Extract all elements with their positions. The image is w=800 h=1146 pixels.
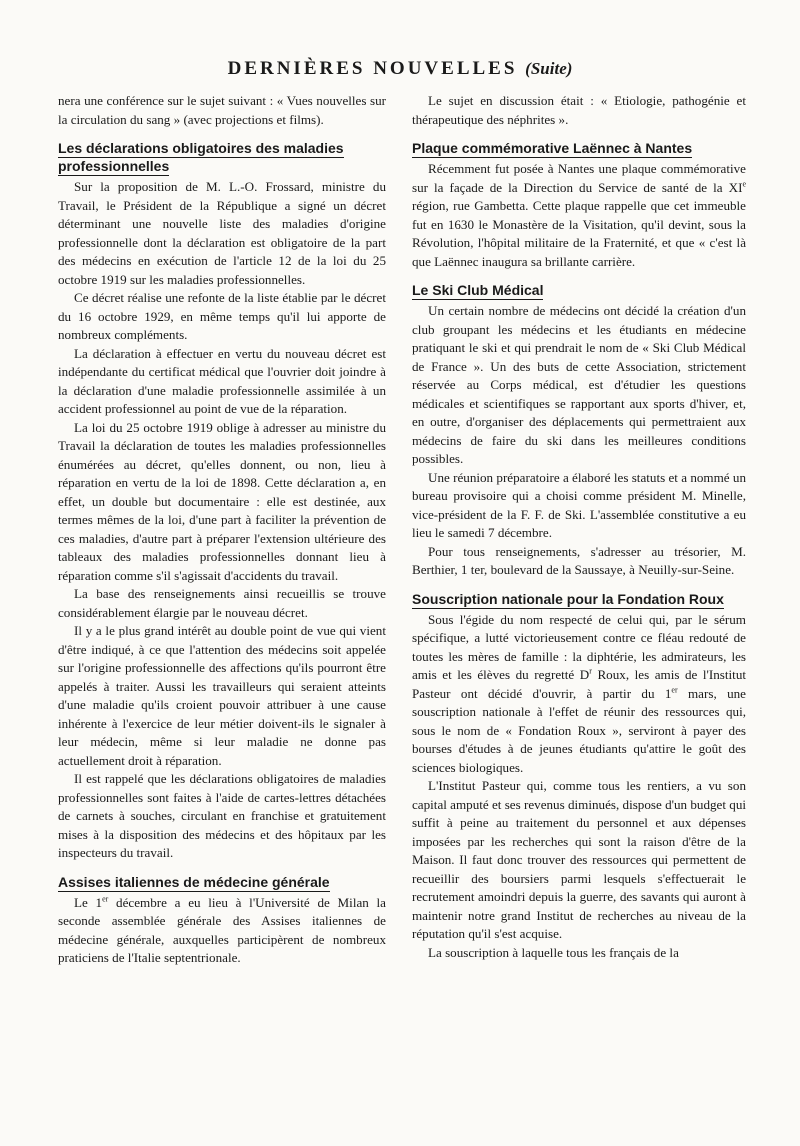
page-title: DERNIÈRES NOUVELLES	[227, 58, 518, 79]
paragraph: Il y a le plus grand intérêt au double point de vue qui vient d'être indiqué, à ce que l'attention des médecins soit appelée sur l'origine professionnelle des affections qu'ils pourront être appelés à traiter. Aussi les travailleurs qui seraient atteints d'une maladie qu'ils croient pouvoir attribuer à une cause inhérente à l'exercice de leur métier doivent-ils le signaler à leur médecin, même si leur maladie ne donne pas actuellement droit à réparation.	[58, 623, 386, 768]
paragraph: Un certain nombre de médecins ont décidé la création d'un club groupant les médecins et les étudiants en médecine pratiquant le ski et qui prendrait le nom de « Ski Club Médical de France ». Un des buts de cette Association, strictement réservée au Corps médical, est d'étudier les questions médicales et scientifiques se rapportant aux sports d'hiver, et, en outre, d'organiser des déplacements qui permettraient aux médecins de faire du ski dans les meilleures conditions possibles.	[412, 303, 746, 466]
paragraph: Ce décret réalise une refonte de la liste établie par le décret du 16 octobre 1929, en même temps qu'il lui apporte de nombreux compléments.	[58, 290, 386, 342]
paragraph: Pour tous renseignements, s'adresser au trésorier, M. Berthier, 1 ter, boulevard de la Saussaye, à Neuilly-sur-Seine.	[412, 543, 746, 577]
paragraph: La souscription à laquelle tous les français de la	[428, 944, 679, 960]
section-heading-assises: Assises italiennes de médecine générale	[58, 873, 330, 890]
paragraph: Récemment fut posée à Nantes une plaque commémorative sur la façade de la Direction du Service de santé de la XIe région, rue Gambetta. Cette plaque rappelle que cet immeuble fut en 1630 le Monastère de la Visitation, qu'il devint, sous la Révolution, l'hôpital militaire de la Fraternité, et que « c'est là que Laënnec inaugura sa brillante carrière.	[412, 161, 746, 269]
page-header	[56, 58, 744, 80]
right-intro-paragraph: Le sujet en discussion était : « Etiologie, pathogénie et thérapeutique des néphrites ».	[412, 93, 746, 127]
paragraph: La déclaration à effectuer en vertu du nouveau décret est indépendante du certificat médical que l'ouvrier doit joindre à la déclaration d'une maladie professionnelle assimilée à un accident professionnel au point de vue de la réparation.	[58, 345, 386, 416]
section-heading-fondation-roux: Souscription nationale pour la Fondation Roux	[412, 590, 724, 607]
paragraph: Une réunion préparatoire a élaboré les statuts et a nommé un bureau provisoire qui a choisi comme président M. Minelle, vice-président de la F. F. de Ski. L'assemblée constitutive a eu lieu le samedi 7 décembre.	[412, 469, 746, 540]
section-heading-declarations: Les déclarations obligatoires des maladies professionnelles	[58, 140, 344, 174]
left-intro-paragraph: nera une conférence sur le sujet suivant : « Vues nouvelles sur la circulation du sang » (avec projections et films).	[58, 93, 386, 127]
page-title-suite: (Suite)	[525, 59, 573, 78]
paragraph: Sous l'égide du nom respecté de celui qui, par le sérum spécifique, a lutté victorieusement contre ce fléau redouté de toutes les mères de famille : la diphtérie, les admirateurs, les amis et les élèves du regretté $D^r$ Roux, les amis de l'Institut Pasteur ont décidé d'ouvrir, à partir du 1er mars, une souscription nationale à l'effet de réunir des ressources qui, sous le nom de « Fondation Roux », serviront à payer des bourses d'études à de jeunes étudiants qu'attire le goût des sciences biologiques.	[412, 611, 747, 775]
section-heading-ski-club: Le Ski Club Médical	[412, 282, 544, 298]
paragraph: Le 1er décembre a eu lieu à l'Université de Milan la seconde assemblée générale des Assises italiennes de médecine générale, auxquelles participèrent de nombreux praticiens de l'Italie septentrionale.	[58, 894, 386, 965]
paragraph: La loi du 25 octobre 1919 oblige à adresser au ministre du Travail la déclaration de toutes les maladies professionnelles énumérées au décret, qu'elles donnent, ou non, lieu à réparation en vertu de la loi de 1898. Cette déclaration a, en effet, un double but documentaire : elle est destinée, aux termes mêmes de la loi, d'une part à faciliter la prévention de ces maladies, d'autre part à préparer l'extension ultérieure des tableaux des maladies professionnelles donnant lieu à réparation comme s'il s'agissait d'accidents du travail.	[58, 419, 386, 583]
paragraph: Sur la proposition de M. L.-O. Frossard, ministre du Travail, le Président de la République a signé un décret déterminant une nouvelle liste des maladies d'origine professionnelle dont la déclaration est obligatoire de la part des médecins en exécution de l'article 12 de la loi du 25 octobre 1919 sur les maladies professionnelles.	[58, 179, 386, 287]
left-column	[58, 92, 386, 968]
right-column	[412, 92, 746, 962]
paragraph: Il est rappelé que les déclarations obligatoires de maladies professionnelles sont faites à l'aide de cartes-lettres détachées de carnets à souches, circulant en franchise et gratuitement mises à la disposition des médecins et des hôpitaux par les inspecteurs du travail.	[58, 771, 386, 860]
paragraph: La base des renseignements ainsi recueillis se trouve considérablement élargie par le nouveau décret.	[58, 586, 386, 620]
section-heading-plaque: Plaque commémorative Laënnec à Nantes	[412, 140, 693, 156]
paragraph: L'Institut Pasteur qui, comme tous les rentiers, a vu son capital amputé et ses revenus diminués, dispose d'un budget qui suffit à peine au traitement du personnel et aux dépenses imposées par les recherches qui sont la raison d'être de la Maison. Il faut donc trouver des ressources qui permettent de recueillir des boursiers parmi lesquels s'effectuerait le recrutement amoindri depuis la guerre, des savants qui auront à maintenir notre grand Institut de recherches au niveau de la réputation qu'il s'est acquise.	[412, 778, 746, 941]
